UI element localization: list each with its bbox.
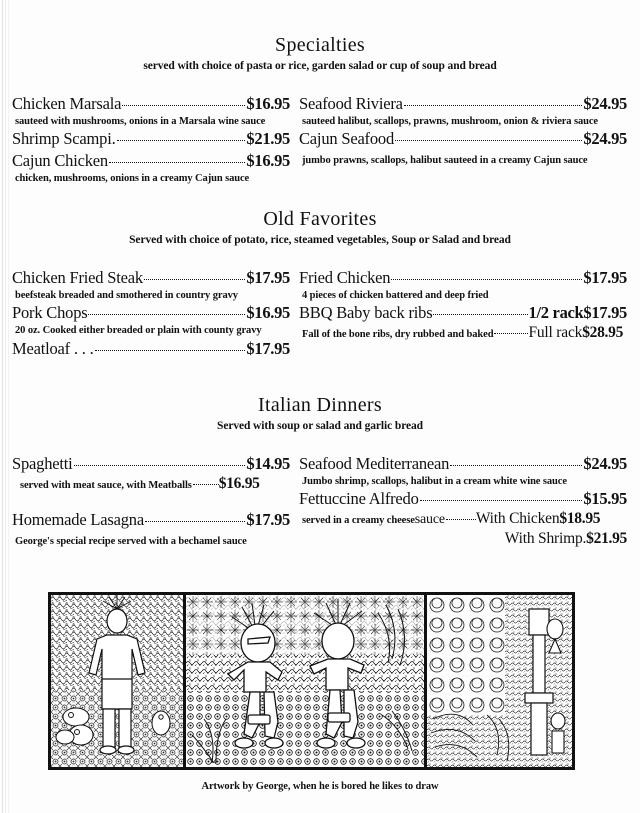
leader-dots [404,104,583,106]
menu-item-name: BBQ Baby back ribs [299,302,433,322]
menu-item-description: George's special recipe served with a bechamel sauce [15,535,247,547]
artwork-panel-two-figures [183,595,424,767]
leader-dots [117,139,246,141]
menu-item-price: $24.95 [583,128,627,148]
two-figures-drawing [186,595,424,767]
menu-item-name: Fettuccine Alfredo [299,488,419,508]
section-italian-dinners [0,394,640,549]
section-subtitle-italian-dinners: Served with soup or salad and garlic bread [217,420,423,432]
leader-dots [145,520,245,522]
menu-item-variant-row[interactable] [302,510,630,528]
menu-item-row[interactable] [299,129,627,149]
variant-price: $16.95 [218,474,260,492]
section-subtitle-specialties: served with choice of pasta or rice, garden salad or cup of soup and bread [143,60,497,72]
leader-dots [122,104,245,106]
standing-figure-drawing [51,595,183,767]
leader-dots [446,518,476,520]
section-title-old-favorites: Old Favorites [263,208,377,230]
menu-item-description: jumbo prawns, scallops, halibut sauteed in a creamy Cajun sauce [302,154,588,166]
old-favorites-left-column [0,268,290,359]
menu-item-name: Chicken Fried Steak [12,267,143,287]
menu-item-name: Shrimp Scampi. [12,128,116,148]
variant-price: $18.95 [559,509,601,527]
leader-dots [494,332,528,334]
italian-dinners-right-column [290,454,640,549]
old-favorites-right-column [290,268,640,359]
leader-dots [74,464,246,466]
leader-dots [95,349,246,351]
leader-dots [109,161,245,163]
menu-item-description: served in a creamy cheese [302,514,415,526]
section-title-specialties: Specialties [275,34,365,56]
leader-dots [433,313,527,315]
leader-dots [420,499,583,501]
menu-item-name: Pork Chops [12,302,88,322]
leader-dots [391,278,582,280]
menu-item-name: Meatloaf . . . [12,338,94,358]
menu-item-description: chicken, mushrooms, onions in a creamy Cajun sauce [15,172,250,184]
menu-item-price: $17.95 [246,509,290,529]
menu-item-price: $24.95 [583,93,627,113]
menu-item-name: Seafood Mediterranean [299,453,450,473]
dense-pattern-drawing [427,595,572,767]
menu-item-description: sauteed with mushrooms, onions in a Marsala wine sauce [15,115,266,127]
menu-item-name: Cajun Chicken [12,150,108,170]
menu-item-description: sauteed halibut, scallops, prawns, mushroom, onion & riviera sauce [302,115,598,127]
menu-item-price: $15.95 [583,488,627,508]
specialties-left-column [0,94,290,186]
menu-item-description: Jumbo shrimp, scallops, halibut in a cream white wine sauce [302,475,567,487]
menu-item-row[interactable] [12,303,290,323]
menu-item-price: $16.95 [246,93,290,113]
old-favorites-columns [0,268,640,359]
menu-item-variant-row[interactable] [302,324,630,342]
menu-item-name: Cajun Seafood [299,128,395,148]
menu-item-name: Homemade Lasagna [12,509,144,529]
menu-item-name: Fried Chicken [299,267,391,287]
artwork-panel-dense-pattern [424,595,572,767]
menu-item-description: 20 oz. Cooked either breaded or plain with county gravy [15,324,262,336]
menu-item-row[interactable] [12,454,290,474]
italian-dinners-columns [0,454,640,549]
artwork-triptych [48,592,575,770]
section-title-italian-dinners: Italian Dinners [258,394,382,416]
italian-dinners-left-column [0,454,290,549]
menu-item-description: 4 pieces of chicken battered and deep fried [302,289,489,301]
menu-item-row[interactable] [299,94,627,114]
menu-item-row[interactable] [299,303,627,323]
menu-item-description: served with meat sauce, with Meatballs [20,479,192,491]
leader-dots [395,139,582,141]
variant-price: $21.95 [586,529,627,547]
menu-item-price: $17.95 [246,338,290,358]
section-subtitle-old-favorites: Served with choice of potato, rice, steamed vegetables, Soup or Salad and bread [129,234,511,246]
menu-item-name: Seafood Riviera [299,93,403,113]
menu-item-price: 1/2 rack$17.95 [528,302,627,322]
variant-label: Full rack [528,323,583,341]
variant-label: With Shrimp. [504,529,587,547]
menu-item-price: $14.95 [246,453,290,473]
menu-item-row[interactable] [12,151,290,171]
artwork-panel-standing-figure [51,595,183,767]
menu-item-name: Spaghetti [12,453,73,473]
menu-item-price: $17.95 [583,267,627,287]
menu-item-price: $24.95 [583,453,627,473]
menu-item-description: beefsteak breaded and smothered in country gravy [15,289,238,301]
menu-item-row[interactable] [12,268,290,288]
menu-item-price: $16.95 [246,150,290,170]
leader-dots [88,313,245,315]
menu-item-row[interactable] [12,94,290,114]
menu-item-description: Fall of the bone ribs, dry rubbed and baked [302,328,494,340]
menu-item-row[interactable] [299,489,627,509]
menu-item-variant-row[interactable] [20,475,298,493]
menu-item-row[interactable] [299,268,627,288]
menu-item-row[interactable] [299,454,627,474]
artwork-caption: Artwork by George, when he is bored he likes to draw [201,781,439,792]
leader-dots [144,278,245,280]
specialties-right-column [290,94,640,186]
menu-item-name: Chicken Marsala [12,93,122,113]
menu-item-row[interactable] [12,129,290,149]
menu-item-price: $21.95 [246,128,290,148]
menu-item-price: $16.95 [246,302,290,322]
specialties-columns [0,94,640,186]
leader-dots [193,483,219,485]
menu-item-variant-row[interactable] [299,530,627,548]
menu-item-row[interactable] [12,339,290,359]
variant-label: With Chicken [475,509,560,527]
menu-item-price: $17.95 [246,267,290,287]
menu-item-description-emphasis: sauce [414,511,445,527]
variant-price: $28.95 [582,323,624,341]
section-specialties [0,34,640,186]
section-old-favorites [0,208,640,359]
leader-dots [450,464,582,466]
menu-item-row[interactable] [12,510,290,530]
